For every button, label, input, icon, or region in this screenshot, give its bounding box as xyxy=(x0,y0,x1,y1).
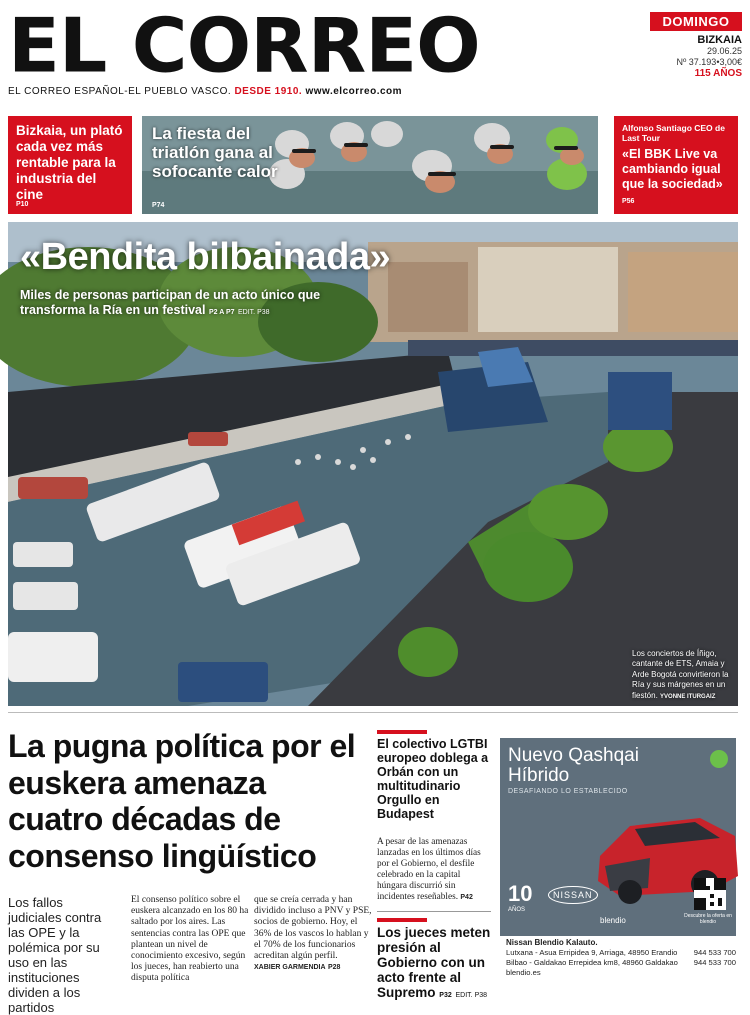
main-photo-story[interactable] xyxy=(8,222,738,706)
main-photo-summary: Miles de personas participan de un acto único que transforma la Ría en un festival xyxy=(20,288,321,317)
dealer-name: Nissan Blendio Kalauto. xyxy=(506,938,598,947)
main-photo-subheadline xyxy=(20,288,360,320)
lgtbi-page: P42 xyxy=(460,894,473,901)
dealer-website[interactable]: blendio.es xyxy=(506,968,541,977)
dealer-phone-2: 944 533 700 xyxy=(693,958,736,967)
lead-signature: XABIER GARMENDIA xyxy=(254,964,326,972)
newspaper-logo[interactable]: EL CORREO xyxy=(8,1,480,90)
lgtbi-text: A pesar de las amenazas lanzadas en los últimos días por el Gobierno, el desfile celebrado en la capital húngara discurrió sin incidentes reseñables. xyxy=(377,837,481,902)
teaser-bbk-title xyxy=(622,147,730,209)
lead-page: P28 xyxy=(327,964,341,972)
qr-code-icon[interactable] xyxy=(694,878,726,910)
dealer-row-2 xyxy=(506,958,736,968)
dealer-address-1: Lutxana - Asua Erripidea 9, Arriaga, 48950 Erandio xyxy=(506,948,678,957)
tagline-since: DESDE 1910. xyxy=(234,86,303,97)
lead-headline[interactable]: La pugna política por el euskera amenaza cuatro décadas de consenso lingüístico xyxy=(8,728,356,874)
main-photo-headline: «Bendita bilbainada» xyxy=(20,236,391,278)
teaser-bbk-live[interactable] xyxy=(614,116,738,214)
dealer-address-2: Bilbao - Galdakao Errepidea km8, 48960 Galdakao xyxy=(506,958,678,967)
photo-caption-text: Los conciertos de Íñigo, cantante de ETS, Amaia y Arde Bogotá convirtieron la Ría y sus márgenes en un fiestón. xyxy=(632,648,729,700)
nissan-advertisement[interactable] xyxy=(500,738,736,936)
judges-edition: EDIT. P38 xyxy=(455,992,488,999)
blendio-logo: blendio xyxy=(600,916,626,925)
issue-date: 29.06.25 xyxy=(706,46,742,56)
red-accent-bar xyxy=(377,918,427,922)
masthead xyxy=(8,1,742,106)
lgtbi-body xyxy=(377,837,491,903)
judges-page: P32 xyxy=(439,992,452,999)
day-badge: DOMINGO xyxy=(650,12,742,31)
teaser-triathlon-title: La fiesta del triatlón gana al sofocante calor xyxy=(152,124,278,181)
ad-slogan: DESAFIANDO LO ESTABLECIDO xyxy=(508,788,628,795)
teaser-triathlon-page: P74 xyxy=(152,202,165,209)
dealer-row-1 xyxy=(506,948,736,958)
tagline-text: EL CORREO ESPAÑOL-EL PUEBLO VASCO. xyxy=(8,86,232,97)
ad-dealer-info xyxy=(506,938,736,978)
photo-credit: YVONNE ITURGAIZ xyxy=(660,693,716,700)
ad-title: Nuevo Qashqai Híbrido xyxy=(508,745,639,786)
edition-region: BIZKAIA xyxy=(697,34,742,46)
ad-years-text: AÑOS xyxy=(508,907,526,913)
dealer-phone-1: 944 533 700 xyxy=(693,948,736,957)
date-block xyxy=(650,12,742,79)
issue-number-price: Nº 37.193•3,00€ xyxy=(676,57,742,67)
lead-body-col2 xyxy=(254,895,372,973)
middle-column xyxy=(377,730,491,1003)
nissan-logo: NISSAN xyxy=(548,886,598,904)
teaser-triathlon[interactable] xyxy=(142,116,598,214)
lgtbi-headline[interactable]: El colectivo LGTBI europeo doblega a Orbán con un multitudinario Orgullo en Budapest xyxy=(377,737,489,821)
website-link[interactable]: www.elcorreo.com xyxy=(305,86,403,97)
judges-headline[interactable] xyxy=(377,925,491,1003)
qr-pattern xyxy=(694,878,726,910)
judges-headline-text: Los jueces meten presión al Gobierno con un acto frente al Supremo xyxy=(377,925,491,1000)
teaser-bbk-page: P56 xyxy=(622,198,635,205)
teaser-bbk-quote: «El BBK Live va cambiando igual que la sociedad» xyxy=(622,147,723,191)
middle-divider xyxy=(377,911,491,912)
lead-body-col1: El consenso político sobre el euskera alcanzado en los 80 ha saltado por los aires. Las sentencias contra las OPE que plantean un nivel de conocimiento excesivo, según los jueces, han reabierto una disputa política xyxy=(131,895,249,984)
qr-caption: Descubre la oferta en blendio xyxy=(684,913,732,925)
teaser-cinema-title: Bizkaia, un plató cada vez más rentable para la industria del cine xyxy=(16,123,123,202)
tagline xyxy=(8,86,402,97)
ad-years-number: 10 xyxy=(508,881,533,906)
lead-summary: Los fallos judiciales contra las OPE y la polémica por su uso en las instituciones dividen a los partidos xyxy=(8,895,102,1015)
ad-hybrid-icon xyxy=(710,750,728,768)
lead-body-text: que se creía cerrada y han dividido incluso a PNV y PSE, socios de gobierno. Hoy, el 36% de los vascos lo hablan y el 70% de los funcionarios acreditan algún perfil. xyxy=(254,895,372,962)
teaser-strip xyxy=(8,116,738,214)
teaser-bbk-byline: Alfonso Santiago CEO de Last Tour xyxy=(622,123,725,143)
photo-caption xyxy=(632,649,732,703)
ad-anniversary xyxy=(508,881,532,913)
main-photo-pages: P2 A P7 xyxy=(208,309,235,316)
teaser-cinema[interactable] xyxy=(8,116,132,214)
red-accent-bar xyxy=(377,730,427,734)
section-divider xyxy=(8,712,738,713)
main-photo-edition: EDIT. P38 xyxy=(238,309,270,316)
teaser-cinema-page: P10 xyxy=(16,201,29,208)
anniversary-badge: 115 AÑOS xyxy=(694,68,742,79)
